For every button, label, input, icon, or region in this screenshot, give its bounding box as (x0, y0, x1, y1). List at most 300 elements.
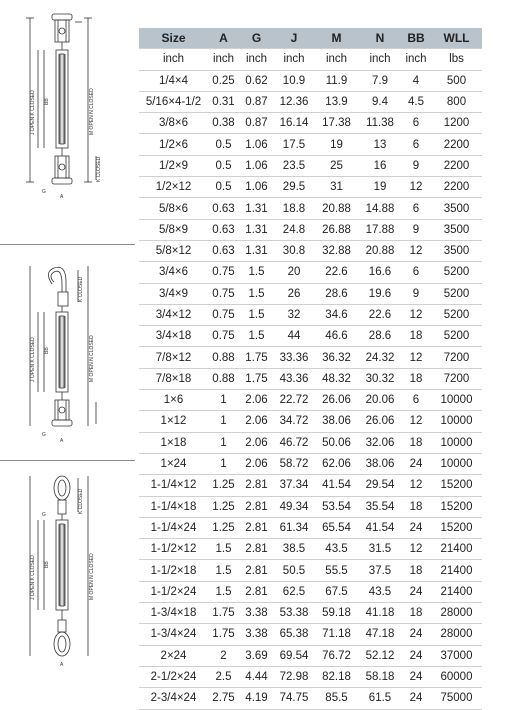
value-cell: 38.06 (314, 411, 359, 432)
value-cell: 0.63 (208, 240, 239, 261)
table-row (139, 368, 482, 389)
value-cell: 1.75 (208, 624, 239, 645)
unit-cell: inch (401, 49, 431, 70)
value-cell: 75000 (431, 688, 482, 709)
size-cell: 3/4×12 (139, 304, 208, 325)
table-row (139, 581, 482, 602)
value-cell: 6 (401, 134, 431, 155)
value-cell: 10000 (431, 432, 482, 453)
unit-cell: inch (239, 49, 274, 70)
drawing-separator (0, 460, 135, 461)
value-cell: 9.4 (359, 91, 401, 112)
value-cell: 3500 (431, 219, 482, 240)
value-cell: 12 (401, 177, 431, 198)
value-cell: 18 (401, 432, 431, 453)
value-cell: 0.5 (208, 177, 239, 198)
value-cell: 1 (208, 453, 239, 474)
value-cell: 26.88 (314, 219, 359, 240)
value-cell: 28.6 (359, 326, 401, 347)
value-cell: 44 (274, 326, 314, 347)
value-cell: 10000 (431, 411, 482, 432)
value-cell: 19 (314, 134, 359, 155)
value-cell: 1.31 (239, 219, 274, 240)
label-a: A (60, 662, 64, 668)
units-row (139, 49, 482, 70)
size-cell: 7/8×12 (139, 347, 208, 368)
label-g: G (42, 432, 46, 438)
column-header-n: N (359, 28, 401, 49)
value-cell: 1.25 (208, 475, 239, 496)
value-cell: 12 (401, 347, 431, 368)
size-cell: 1×24 (139, 453, 208, 474)
label-bb: BB (44, 561, 50, 568)
value-cell: 18 (401, 603, 431, 624)
value-cell: 38.06 (359, 453, 401, 474)
value-cell: 1.06 (239, 177, 274, 198)
value-cell: 29.5 (274, 177, 314, 198)
unit-cell: lbs (431, 49, 482, 70)
size-cell: 5/8×6 (139, 198, 208, 219)
value-cell: 20.88 (314, 198, 359, 219)
table-row (139, 113, 482, 134)
value-cell: 1 (208, 432, 239, 453)
value-cell: 53.54 (314, 496, 359, 517)
turnbuckle-spec-table (139, 28, 482, 710)
value-cell: 5200 (431, 283, 482, 304)
value-cell: 6 (401, 390, 431, 411)
value-cell: 18 (401, 496, 431, 517)
size-cell: 3/4×9 (139, 283, 208, 304)
value-cell: 2.06 (239, 390, 274, 411)
value-cell: 2.81 (239, 517, 274, 538)
value-cell: 48.32 (314, 368, 359, 389)
value-cell: 0.88 (208, 347, 239, 368)
value-cell: 13.9 (314, 91, 359, 112)
table-row (139, 155, 482, 176)
table-row (139, 70, 482, 91)
size-cell: 5/8×12 (139, 240, 208, 261)
value-cell: 1.5 (208, 581, 239, 602)
label-k-closed: K CLOSED (78, 276, 84, 302)
value-cell: 3.38 (239, 603, 274, 624)
value-cell: 85.5 (314, 688, 359, 709)
value-cell: 3500 (431, 240, 482, 261)
label-open-closed: J OPEN K CLOSED (30, 555, 36, 600)
value-cell: 29.54 (359, 475, 401, 496)
value-cell: 22.72 (274, 390, 314, 411)
value-cell: 1.5 (208, 560, 239, 581)
column-header-g: G (239, 28, 274, 49)
value-cell: 15200 (431, 475, 482, 496)
value-cell: 24 (401, 453, 431, 474)
value-cell: 32 (274, 304, 314, 325)
value-cell: 30.8 (274, 240, 314, 261)
label-bb: BB (44, 347, 50, 354)
table-row (139, 283, 482, 304)
value-cell: 5200 (431, 304, 482, 325)
value-cell: 7200 (431, 347, 482, 368)
value-cell: 4.5 (401, 91, 431, 112)
value-cell: 2.81 (239, 539, 274, 560)
value-cell: 43.36 (274, 368, 314, 389)
value-cell: 36.32 (314, 347, 359, 368)
table-body (139, 49, 482, 709)
value-cell: 33.36 (274, 347, 314, 368)
table-row (139, 177, 482, 198)
value-cell: 18 (401, 326, 431, 347)
value-cell: 0.75 (208, 262, 239, 283)
value-cell: 2 (208, 645, 239, 666)
table-row (139, 603, 482, 624)
value-cell: 1.5 (208, 539, 239, 560)
value-cell: 1.31 (239, 198, 274, 219)
size-cell: 1×18 (139, 432, 208, 453)
table-row (139, 411, 482, 432)
value-cell: 1.25 (208, 517, 239, 538)
unit-cell: inch (208, 49, 239, 70)
size-cell: 1-3/4×24 (139, 624, 208, 645)
value-cell: 0.88 (208, 368, 239, 389)
value-cell: 62.06 (314, 453, 359, 474)
column-header-m: M (314, 28, 359, 49)
table-row (139, 688, 482, 709)
value-cell: 2200 (431, 177, 482, 198)
column-header-wll: WLL (431, 28, 482, 49)
size-cell: 1-1/4×18 (139, 496, 208, 517)
size-cell: 1-3/4×18 (139, 603, 208, 624)
value-cell: 43.5 (314, 539, 359, 560)
value-cell: 17.38 (314, 113, 359, 134)
value-cell: 4 (401, 70, 431, 91)
value-cell: 37000 (431, 645, 482, 666)
value-cell: 69.54 (274, 645, 314, 666)
value-cell: 35.54 (359, 496, 401, 517)
value-cell: 23.5 (274, 155, 314, 176)
value-cell: 20.88 (359, 240, 401, 261)
table-row (139, 517, 482, 538)
value-cell: 22.6 (359, 304, 401, 325)
value-cell: 65.54 (314, 517, 359, 538)
table-row (139, 666, 482, 687)
value-cell: 32.06 (359, 432, 401, 453)
size-cell: 5/8×9 (139, 219, 208, 240)
value-cell: 65.38 (274, 624, 314, 645)
size-cell: 2-1/2×24 (139, 666, 208, 687)
column-header-a: A (208, 28, 239, 49)
unit-cell: inch (359, 49, 401, 70)
value-cell: 1.31 (239, 240, 274, 261)
value-cell: 500 (431, 70, 482, 91)
value-cell: 24 (401, 666, 431, 687)
size-cell: 1-1/4×24 (139, 517, 208, 538)
value-cell: 2.81 (239, 475, 274, 496)
size-cell: 2-3/4×24 (139, 688, 208, 709)
size-cell: 1×12 (139, 411, 208, 432)
size-cell: 3/4×18 (139, 326, 208, 347)
size-cell: 5/16×4-1/2 (139, 91, 208, 112)
value-cell: 14.88 (359, 198, 401, 219)
value-cell: 49.34 (274, 496, 314, 517)
value-cell: 6 (401, 113, 431, 134)
value-cell: 24.32 (359, 347, 401, 368)
size-cell: 1-1/2×24 (139, 581, 208, 602)
value-cell: 59.18 (314, 603, 359, 624)
value-cell: 10000 (431, 390, 482, 411)
value-cell: 20 (274, 262, 314, 283)
table-row (139, 262, 482, 283)
label-bb: BB (44, 98, 50, 105)
value-cell: 0.5 (208, 134, 239, 155)
value-cell: 1.75 (239, 347, 274, 368)
value-cell: 1.75 (239, 368, 274, 389)
value-cell: 47.18 (359, 624, 401, 645)
label-open-closed: J OPEN K CLOSED (30, 337, 36, 382)
value-cell: 58.18 (359, 666, 401, 687)
value-cell: 18.8 (274, 198, 314, 219)
value-cell: 12 (401, 240, 431, 261)
value-cell: 24 (401, 624, 431, 645)
value-cell: 12 (401, 304, 431, 325)
value-cell: 6 (401, 262, 431, 283)
value-cell: 24 (401, 517, 431, 538)
value-cell: 12.36 (274, 91, 314, 112)
value-cell: 37.34 (274, 475, 314, 496)
value-cell: 50.06 (314, 432, 359, 453)
table-row (139, 645, 482, 666)
value-cell: 62.5 (274, 581, 314, 602)
value-cell: 0.75 (208, 326, 239, 347)
value-cell: 2.81 (239, 581, 274, 602)
table-row (139, 219, 482, 240)
value-cell: 1.5 (239, 262, 274, 283)
value-cell: 12 (401, 475, 431, 496)
table-row (139, 453, 482, 474)
table-row (139, 347, 482, 368)
size-cell: 1-1/2×12 (139, 539, 208, 560)
value-cell: 0.75 (208, 283, 239, 304)
value-cell: 1.06 (239, 155, 274, 176)
value-cell: 6 (401, 198, 431, 219)
label-k-closed: K CLOSED (78, 488, 84, 514)
value-cell: 53.38 (274, 603, 314, 624)
value-cell: 16.6 (359, 262, 401, 283)
table-row (139, 240, 482, 261)
value-cell: 4.19 (239, 688, 274, 709)
table-row (139, 624, 482, 645)
label-k-closed: K CLOSED (96, 156, 102, 182)
value-cell: 24 (401, 645, 431, 666)
value-cell: 43.5 (359, 581, 401, 602)
label-m-n: M OPEN N CLOSED (89, 553, 95, 600)
value-cell: 26.06 (314, 390, 359, 411)
value-cell: 60000 (431, 666, 482, 687)
size-cell: 2×24 (139, 645, 208, 666)
value-cell: 21400 (431, 539, 482, 560)
value-cell: 4.44 (239, 666, 274, 687)
size-cell: 1/4×4 (139, 70, 208, 91)
jaw-jaw-turnbuckle-drawing (0, 10, 135, 235)
table-row (139, 475, 482, 496)
value-cell: 15200 (431, 517, 482, 538)
value-cell: 61.34 (274, 517, 314, 538)
value-cell: 0.5 (208, 155, 239, 176)
value-cell: 46.6 (314, 326, 359, 347)
value-cell: 28000 (431, 603, 482, 624)
value-cell: 0.63 (208, 198, 239, 219)
value-cell: 21400 (431, 560, 482, 581)
value-cell: 11.38 (359, 113, 401, 134)
value-cell: 2.81 (239, 496, 274, 517)
value-cell: 1.75 (208, 603, 239, 624)
value-cell: 1 (208, 390, 239, 411)
value-cell: 2.06 (239, 432, 274, 453)
unit-cell: inch (274, 49, 314, 70)
value-cell: 9 (401, 219, 431, 240)
value-cell: 74.75 (274, 688, 314, 709)
value-cell: 52.12 (359, 645, 401, 666)
value-cell: 13 (359, 134, 401, 155)
value-cell: 22.6 (314, 262, 359, 283)
value-cell: 21400 (431, 581, 482, 602)
value-cell: 76.72 (314, 645, 359, 666)
label-g: G (42, 512, 46, 518)
header-row (139, 28, 482, 49)
value-cell: 1200 (431, 113, 482, 134)
table-row (139, 390, 482, 411)
value-cell: 38.5 (274, 539, 314, 560)
column-header-j: J (274, 28, 314, 49)
value-cell: 3500 (431, 198, 482, 219)
size-cell: 1×6 (139, 390, 208, 411)
value-cell: 24 (401, 688, 431, 709)
value-cell: 1 (208, 411, 239, 432)
table-row (139, 134, 482, 155)
value-cell: 0.25 (208, 70, 239, 91)
value-cell: 2200 (431, 134, 482, 155)
size-cell: 1/2×12 (139, 177, 208, 198)
table-row (139, 326, 482, 347)
value-cell: 15200 (431, 496, 482, 517)
value-cell: 1.06 (239, 134, 274, 155)
label-a: A (60, 438, 64, 444)
size-cell: 1/2×6 (139, 134, 208, 155)
unit-cell: inch (314, 49, 359, 70)
value-cell: 58.72 (274, 453, 314, 474)
value-cell: 7200 (431, 368, 482, 389)
value-cell: 18 (401, 560, 431, 581)
table-row (139, 560, 482, 581)
value-cell: 31.5 (359, 539, 401, 560)
value-cell: 0.62 (239, 70, 274, 91)
value-cell: 19 (359, 177, 401, 198)
value-cell: 37.5 (359, 560, 401, 581)
value-cell: 50.5 (274, 560, 314, 581)
label-m-n: M OPEN N CLOSED (89, 88, 95, 135)
value-cell: 31 (314, 177, 359, 198)
value-cell: 24.8 (274, 219, 314, 240)
value-cell: 10000 (431, 453, 482, 474)
size-cell: 3/8×6 (139, 113, 208, 134)
value-cell: 72.98 (274, 666, 314, 687)
value-cell: 32.88 (314, 240, 359, 261)
value-cell: 0.75 (208, 304, 239, 325)
value-cell: 16 (359, 155, 401, 176)
value-cell: 26.06 (359, 411, 401, 432)
size-cell: 3/4×6 (139, 262, 208, 283)
value-cell: 12 (401, 411, 431, 432)
turnbuckle-drawings (0, 0, 135, 673)
value-cell: 5200 (431, 326, 482, 347)
value-cell: 28.6 (314, 283, 359, 304)
value-cell: 28000 (431, 624, 482, 645)
value-cell: 2.81 (239, 560, 274, 581)
size-cell: 1-1/2×18 (139, 560, 208, 581)
label-a: A (60, 194, 64, 200)
column-header-bb: BB (401, 28, 431, 49)
drawing-separator (0, 244, 135, 245)
value-cell: 11.9 (314, 70, 359, 91)
value-cell: 0.87 (239, 113, 274, 134)
value-cell: 9 (401, 155, 431, 176)
value-cell: 0.63 (208, 219, 239, 240)
value-cell: 24 (401, 581, 431, 602)
value-cell: 55.5 (314, 560, 359, 581)
value-cell: 800 (431, 91, 482, 112)
value-cell: 41.54 (314, 475, 359, 496)
table-row (139, 91, 482, 112)
size-cell: 1/2×9 (139, 155, 208, 176)
column-header-size: Size (139, 28, 208, 49)
value-cell: 1.5 (239, 326, 274, 347)
label-open-closed: J OPEN K CLOSED (30, 90, 36, 135)
value-cell: 2.75 (208, 688, 239, 709)
value-cell: 2200 (431, 155, 482, 176)
value-cell: 17.5 (274, 134, 314, 155)
unit-cell: inch (139, 49, 208, 70)
label-g: G (42, 189, 46, 195)
value-cell: 10.9 (274, 70, 314, 91)
label-m-n: M OPEN N CLOSED (89, 335, 95, 382)
value-cell: 1.5 (239, 304, 274, 325)
value-cell: 0.87 (239, 91, 274, 112)
size-cell: 7/8×18 (139, 368, 208, 389)
value-cell: 9 (401, 283, 431, 304)
value-cell: 17.88 (359, 219, 401, 240)
eye-eye-turnbuckle-drawing (0, 470, 135, 670)
value-cell: 1.25 (208, 496, 239, 517)
value-cell: 20.06 (359, 390, 401, 411)
value-cell: 82.18 (314, 666, 359, 687)
value-cell: 41.18 (359, 603, 401, 624)
table-row (139, 496, 482, 517)
value-cell: 26 (274, 283, 314, 304)
value-cell: 2.06 (239, 453, 274, 474)
value-cell: 67.5 (314, 581, 359, 602)
value-cell: 71.18 (314, 624, 359, 645)
value-cell: 61.5 (359, 688, 401, 709)
value-cell: 1.5 (239, 283, 274, 304)
value-cell: 16.14 (274, 113, 314, 134)
table-row (139, 432, 482, 453)
table-row (139, 198, 482, 219)
value-cell: 34.6 (314, 304, 359, 325)
value-cell: 30.32 (359, 368, 401, 389)
value-cell: 18 (401, 368, 431, 389)
value-cell: 3.38 (239, 624, 274, 645)
value-cell: 2.5 (208, 666, 239, 687)
value-cell: 0.31 (208, 91, 239, 112)
value-cell: 41.54 (359, 517, 401, 538)
